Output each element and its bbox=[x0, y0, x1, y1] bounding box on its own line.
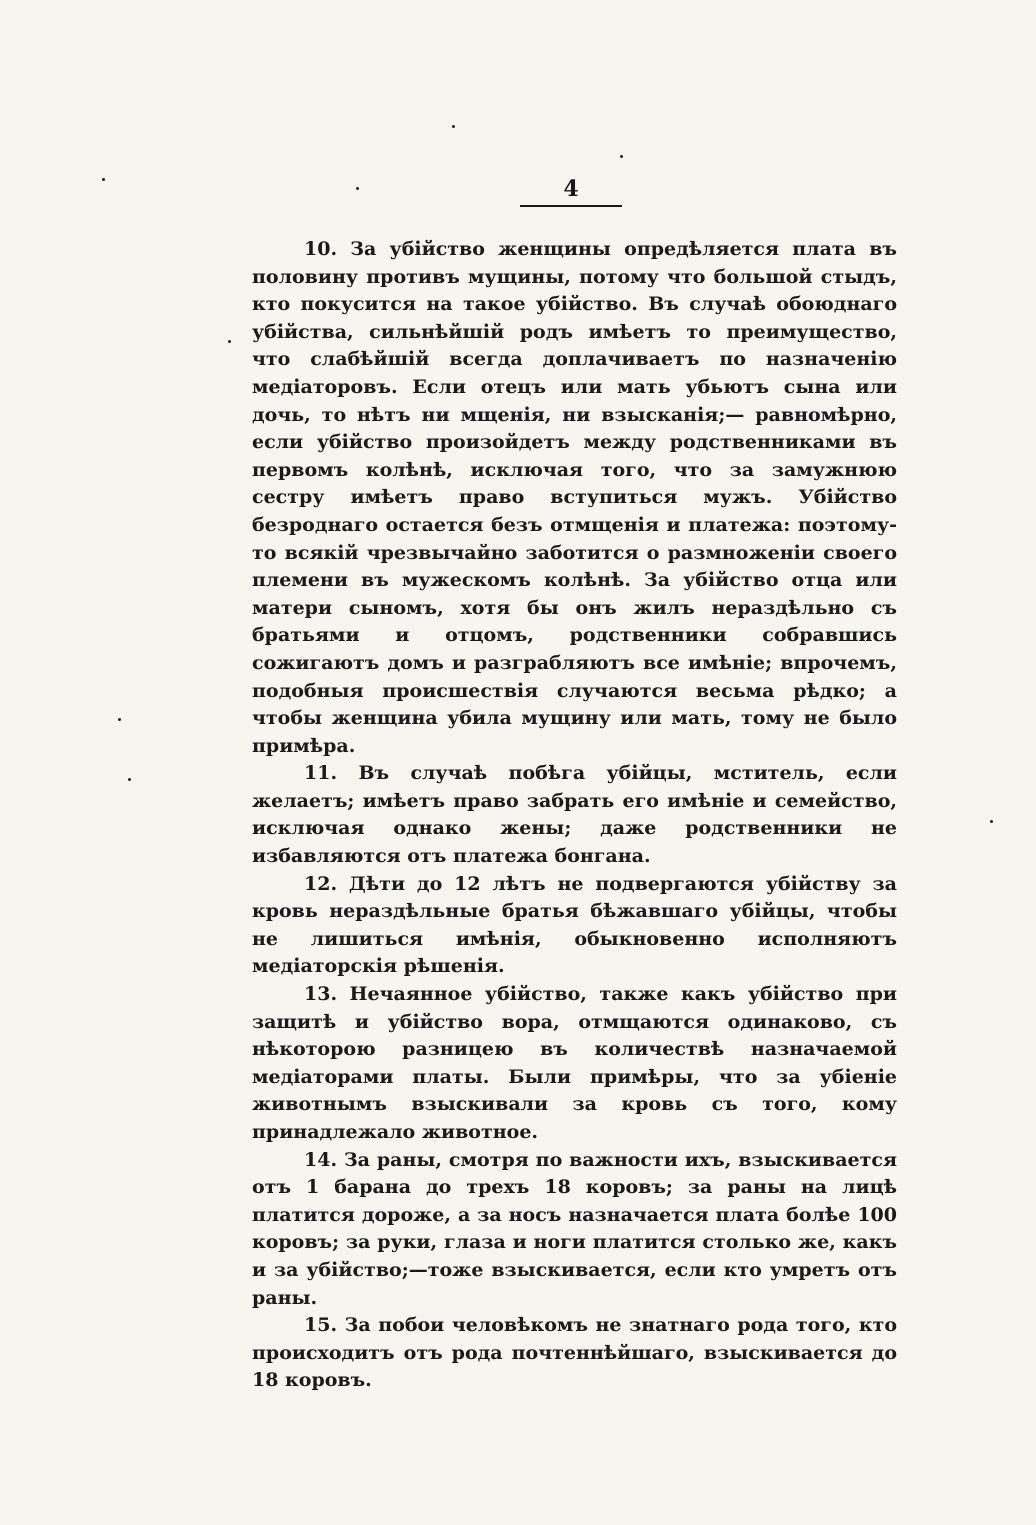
page-number-rule bbox=[520, 205, 622, 207]
paragraph-10: 10. За убійство женщины опредѣляется плата въ половину противъ мущины, потому что большой стыдъ, кто покусится на такое убійство. Въ случаѣ обоюднаго убійства, сильнѣйшій родъ имѣетъ то преимущество, что слабѣйшій всегда доплачиваетъ по назначенію медіаторовъ. Если отецъ или мать убьютъ сына или дочь, то нѣтъ ни мщенія, ни взысканія;— равномѣрно, если убійство произойдетъ между родственниками въ первомъ колѣнѣ, исключая того, что за замужнюю сестру имѣетъ право вступиться мужъ. Убійство безроднаго остается безъ отмщенія и платежа: поэтому-то всякій чрезвычайно заботится о размноженіи своего племени въ мужескомъ колѣнѣ. За убійство отца или матери сыномъ, хотя бы онъ жилъ нераздѣльно съ братьями и отцомъ, родственники собравшись сожигаютъ домъ и разграбляютъ все имѣніе; впрочемъ, подобныя происшествія случаются весьма рѣдко; а чтобы женщина убила мущину или мать, тому не было примѣра. bbox=[252, 238, 897, 757]
paragraph-13: 13. Нечаянное убійство, также какъ убійство при защитѣ и убійство вора, отмщаются одинаково, съ нѣкоторою разницею въ количествѣ назначаемой медіаторами платы. Были примѣры, что за убіеніе животнымъ взыскивали за кровь съ того, кому принадлежало животное. bbox=[252, 983, 897, 1143]
body-text bbox=[252, 236, 897, 1395]
print-speck bbox=[228, 340, 231, 343]
print-speck bbox=[452, 125, 455, 128]
paragraph-12: 12. Дѣти до 12 лѣтъ не подвергаются убійству за кровь нераздѣльные братья бѣжавшаго убійцы, чтобы не лишиться имѣнія, обыкновенно исполняютъ медіаторскія рѣшенія. bbox=[252, 872, 897, 978]
print-speck bbox=[620, 155, 623, 158]
print-speck bbox=[356, 187, 359, 190]
paragraph-15: 15. За побои человѣкомъ не знатнаго рода того, кто происходитъ отъ рода почтеннѣйшаго, взыскивается до 18 коровъ. bbox=[252, 1314, 897, 1392]
paragraph-11: 11. Въ случаѣ побѣга убійцы, мститель, если желаетъ; имѣетъ право забрать его имѣніе и семейство, исключая однако жены; даже родственники не избавляются отъ платежа бонгана. bbox=[252, 762, 897, 868]
print-speck bbox=[128, 778, 131, 781]
print-speck bbox=[990, 820, 993, 823]
print-speck bbox=[102, 178, 105, 181]
print-speck bbox=[118, 718, 121, 721]
paragraph-14: 14. За раны, смотря по важности ихъ, взыскивается отъ 1 барана до трехъ 18 коровъ; за раны на лицѣ платится дороже, а за носъ назначается плата болѣе 100 коровъ; за руки, глаза и ноги платится столько же, какъ и за убійство;—тоже взыскивается, если кто умретъ отъ раны. bbox=[252, 1148, 897, 1309]
page-number: 4 bbox=[563, 176, 579, 202]
